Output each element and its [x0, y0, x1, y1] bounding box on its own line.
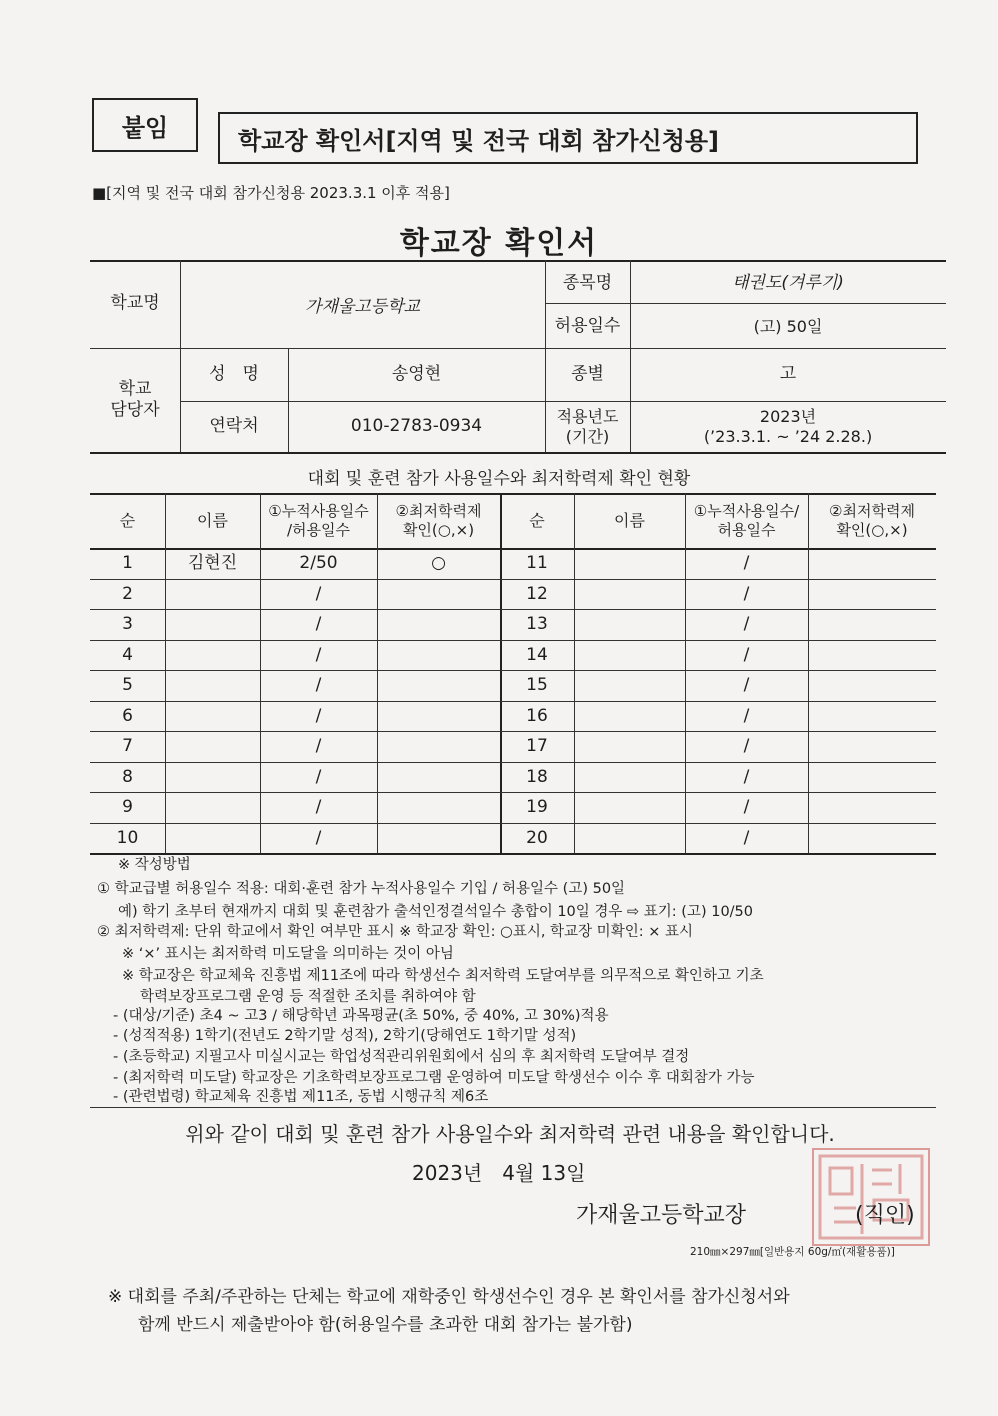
year-label-line1: 적용년도 [556, 406, 619, 426]
min-achievement-check [808, 641, 936, 671]
used-days: / [743, 766, 750, 787]
min-achievement-check [808, 793, 936, 823]
school-label: 학교명 [110, 293, 160, 314]
name-value: 송영현 [391, 363, 442, 384]
row-number: 7 [122, 736, 133, 757]
footer-note-1: ※ 대회를 주최/주관하는 단체는 학교에 재학중인 학생선수인 경우 본 확인서를 참가신청서와 [108, 1287, 790, 1307]
note-item: ① 학교급별 허용일수 적용: 대회·훈련 참가 누적사용일수 기입 / 허용일수 (고) 50일 [97, 881, 626, 897]
used-days: / [743, 705, 750, 726]
used-days: / [743, 644, 750, 665]
used-days: / [743, 614, 750, 635]
used-days: / [315, 736, 322, 757]
header-days-left-line2: /허용일수 [286, 520, 350, 539]
header-no-right: 순 [529, 510, 545, 530]
header-min-left-line2: 확인(○,×) [402, 520, 475, 539]
attachment-tag: 붙임 [121, 113, 169, 142]
student-name [165, 793, 260, 823]
used-days: / [743, 675, 750, 696]
section-title: 대회 및 훈련 참가 사용일수와 최저학력제 확인 현황 [307, 469, 691, 489]
header-days-right-line2: 허용일수 [717, 520, 776, 539]
attachment-tag-box [92, 98, 198, 152]
header-no-left: 순 [119, 510, 136, 530]
row-number: 18 [526, 766, 548, 787]
min-achievement-check [808, 732, 936, 762]
min-achievement-check [377, 671, 500, 701]
note-item: - (최저학력 미도달) 학교장은 기초학력보장프로그램 운영하여 미도달 학생선수 이수 후 대회참가 가능 [113, 1070, 755, 1086]
document-title: 학교장 확인서 [399, 226, 599, 261]
min-achievement-check [808, 671, 936, 701]
row-number: 14 [526, 644, 548, 665]
row-number: 5 [122, 675, 133, 696]
contact-label: 연락처 [209, 415, 259, 436]
seal-pattern [814, 1150, 928, 1244]
student-name [574, 671, 685, 701]
note-heading: ※ 작성방법 [118, 857, 191, 873]
staff-label-line2: 담당자 [110, 400, 160, 420]
min-achievement-check [377, 732, 500, 762]
row-number: 20 [526, 827, 548, 848]
year-value [630, 401, 946, 452]
min-achievement-check [808, 702, 936, 732]
staff-label-line1: 학교 [118, 378, 152, 399]
sport-value: 태권도(겨루기) [732, 272, 844, 293]
student-name [165, 702, 260, 732]
student-name [165, 763, 260, 793]
school-seal [812, 1148, 930, 1246]
row-number: 2 [122, 583, 133, 604]
used-days: / [315, 644, 322, 665]
note-item: 예) 학기 초부터 현재까지 대회 및 훈련참가 출석인정결석일수 총합이 10일 경우 ⇨ 표기: (고) 10/50 [118, 904, 754, 920]
min-achievement-check [377, 702, 500, 732]
row-number: 3 [122, 614, 133, 635]
min-achievement-check: ○ [431, 553, 446, 574]
year-value-line2: (’23.3.1. ~ ’24 2.28.) [703, 426, 873, 446]
min-achievement-check [808, 549, 936, 579]
row-number: 8 [122, 766, 133, 787]
row-number: 13 [526, 614, 548, 635]
student-name [574, 610, 685, 640]
min-achievement-check [377, 641, 500, 671]
used-days: / [315, 766, 322, 787]
min-achievement-check [808, 610, 936, 640]
header-days-left [260, 493, 377, 548]
note-item: - (관련법령) 학교체육 진흥법 제11조, 동법 시행규칙 제6조 [113, 1089, 489, 1105]
note-item: ※ 학교장은 학교체육 진흥법 제11조에 따라 학생선수 최저학력 도달여부를 의무적으로 확인하고 기초 [122, 968, 764, 984]
header-days-right-line1: ①누적사용일수/ [693, 501, 800, 520]
header-min-right [808, 493, 936, 548]
student-name: 김현진 [187, 553, 238, 574]
header-name-left: 이름 [197, 510, 228, 530]
form-title-box [218, 112, 918, 164]
name-label: 성 명 [209, 363, 259, 384]
seal-placeholder: (직인) [855, 1203, 915, 1228]
header-name-right: 이름 [614, 510, 645, 530]
row-number: 19 [526, 797, 548, 818]
used-days: / [743, 553, 750, 574]
used-days: / [315, 705, 322, 726]
min-achievement-check [377, 580, 500, 610]
row-number: 11 [526, 553, 548, 574]
footer-note-2: 함께 반드시 제출받아야 함(허용일수를 초과한 대회 참가는 불가함) [138, 1315, 633, 1335]
staff-label [90, 348, 180, 452]
note-item: ※ ‘×’ 표시는 최저학력 미도달을 의미하는 것이 아님 [122, 946, 454, 962]
row-number: 15 [526, 675, 548, 696]
allowed-label: 허용일수 [554, 315, 621, 336]
issue-date: 2023년 4월 13일 [412, 1161, 586, 1185]
student-name [574, 824, 685, 854]
used-days: / [743, 827, 750, 848]
type-value: 고 [779, 363, 797, 384]
min-achievement-check [377, 610, 500, 640]
header-days-left-line1: ①누적사용일수 [268, 501, 369, 520]
min-achievement-check [377, 824, 500, 854]
note-item: - (성적적용) 1학기(전년도 2학기말 성적), 2학기(당해연도 1학기말 성적) [113, 1028, 577, 1044]
student-name [574, 702, 685, 732]
used-days: / [743, 583, 750, 604]
contact-value: 010-2783-0934 [350, 415, 483, 436]
min-achievement-check [377, 763, 500, 793]
allowed-value: (고) 50일 [753, 316, 823, 336]
used-days: / [315, 675, 322, 696]
used-days: / [315, 614, 322, 635]
form-subtitle: ■[지역 및 전국 대회 참가신청용 2023.3.1 이후 적용] [92, 184, 450, 202]
min-achievement-check [808, 824, 936, 854]
form-title: 학교장 확인서[지역 및 전국 대회 참가신청용] [238, 126, 720, 155]
row-number: 10 [116, 827, 139, 848]
note-item: ② 최저학력제: 단위 학교에서 확인 여부만 표시 ※ 학교장 확인: ○표시, 학교장 미확인: × 표시 [97, 924, 693, 940]
header-min-right-line1: ②최저학력제 [829, 501, 915, 520]
min-achievement-check [808, 580, 936, 610]
student-name [574, 732, 685, 762]
row-number: 1 [122, 553, 133, 574]
confirmation-text: 위와 같이 대회 및 훈련 참가 사용일수와 최저학력 관련 내용을 확인합니다. [185, 1122, 835, 1146]
student-name [165, 671, 260, 701]
min-achievement-check [377, 793, 500, 823]
sport-label: 종목명 [562, 272, 613, 293]
row-number: 17 [526, 736, 548, 757]
student-name [574, 549, 685, 579]
row-number: 12 [526, 583, 548, 604]
row-number: 16 [526, 705, 548, 726]
used-days: / [743, 797, 750, 818]
used-days: / [315, 797, 322, 818]
used-days: / [743, 736, 750, 757]
note-item: - (대상/기준) 초4 ~ 고3 / 해당학년 과목평균(초 50%, 중 40%, 고 30%)적용 [113, 1008, 609, 1024]
row-number: 6 [122, 705, 133, 726]
used-days: / [315, 827, 322, 848]
note-item: 학력보장프로그램 운영 등 적절한 조치를 취하여야 함 [140, 989, 476, 1005]
row-number: 9 [122, 797, 133, 818]
row-number: 4 [122, 644, 133, 665]
year-value-line1: 2023년 [759, 406, 817, 426]
notes-divider [90, 1107, 936, 1108]
student-name [574, 793, 685, 823]
min-achievement-check [808, 763, 936, 793]
student-name [165, 824, 260, 854]
school-value: 가재울고등학교 [305, 297, 420, 318]
student-name [574, 580, 685, 610]
student-name [574, 763, 685, 793]
header-min-left-line1: ②최저학력제 [395, 501, 482, 520]
student-name [574, 641, 685, 671]
principal-signature: 가재울고등학교장 [576, 1203, 747, 1228]
type-label: 종별 [571, 363, 604, 384]
student-name [165, 610, 260, 640]
note-item: - (초등학교) 지필고사 미실시교는 학업성적관리위원회에서 심의 후 최저학력 도달여부 결정 [113, 1049, 690, 1065]
year-label [545, 401, 630, 452]
used-days: 2/50 [299, 553, 338, 574]
header-days-right [685, 493, 808, 548]
paper-spec: 210㎜×297㎜[일반용지 60g/㎡(재활용품)] [690, 1246, 895, 1258]
student-name [165, 580, 260, 610]
header-min-left [377, 493, 500, 548]
year-label-line2: (기간) [565, 426, 610, 446]
header-min-right-line2: 확인(○,×) [836, 520, 908, 539]
student-name [165, 732, 260, 762]
student-name [165, 641, 260, 671]
used-days: / [315, 583, 322, 604]
